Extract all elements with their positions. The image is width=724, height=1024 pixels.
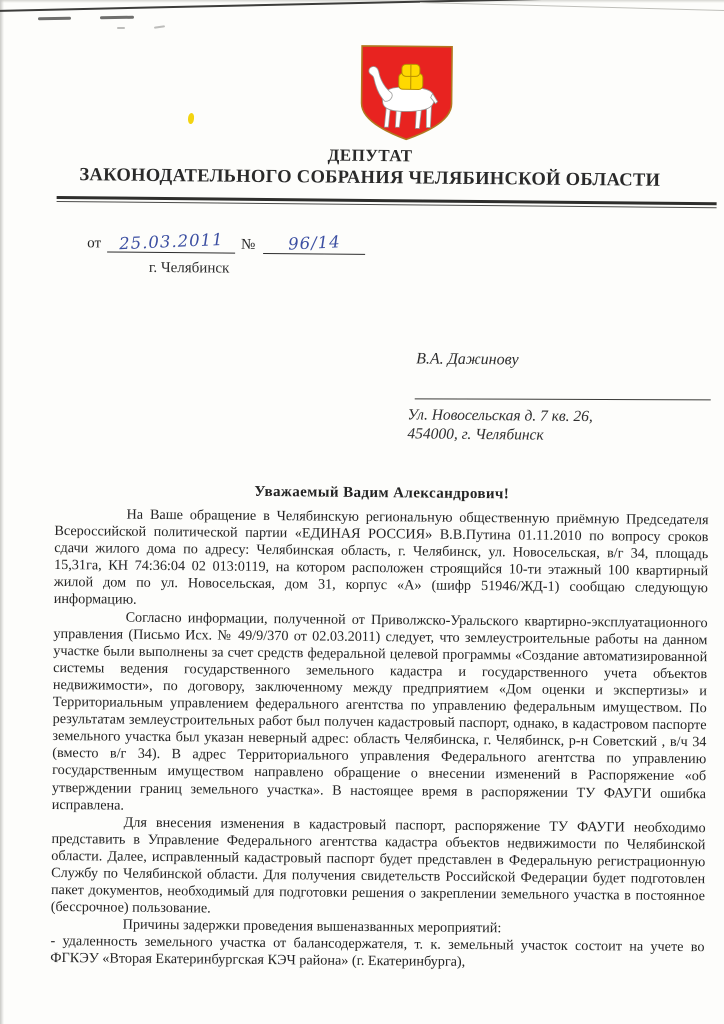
addressee-name: В.А. Дажинову: [416, 350, 519, 369]
paragraph-2: Согласно информации, полученной от Приволжско-Уральского квартирно-эксплуатационного управления (Письмо Исх. № 49/9/370 от 02.03.2011) следует, что землеустроительные работы на данном участке были выполнены за счет средств федеральной целевой программы «Создание автоматизированной системы ведения государственного земельного кадастра и государственного учета объектов недвижимости», по договору, заключенному между предприятием «Дом оценки и экспертизы» и Территориальным управлением федерального агентства по управлению федеральным имуществом. По результатам землеустроительных работ был получен кадастровый паспорт, однако, в кадастровом паспорте земельного участка был указан неверный адрес: область Челябинска, г. Челябинск, р-н Советский , в/ч 34 (вместо в/г 34). В адрес Территориального управления Федерального агентства по управлению государственным имуществом направлено обращение о внесении изменений в Распоряжение «об утверждении границ земельного участка». В настоящее время в распоряжении ТУ ФАУГИ ошибка исправлена.: [51, 609, 708, 814]
handwritten-date: 25.03.2011: [118, 229, 224, 254]
from-label: от: [87, 235, 102, 252]
paragraph-4: Причины задержки проведения вышеназванных мероприятий:: [122, 916, 502, 937]
title-line-2: ЗАКОНОДАТЕЛЬНОГО СОБРАНИЯ ЧЕЛЯБИНСКОЙ ОБЛАСТИ: [79, 165, 661, 191]
title-line-1: ДЕПУТАТ: [327, 145, 413, 166]
paragraph-1: На Ваше обращение в Челябинскую региональную общественную приёмную Председателя Всероссийской политической партии «ЕДИНАЯ РОССИЯ» В.В.Путина 01.11.2010 по вопросу сроков сдачи жилого дома по адресу: Челябинская область, г. Челябинск, ул. Новосельская, в/г 34, площадь 15,31га, КН 74:36:04 02 013:0119, на котором расположен строящийся 10-ти этажный 100 квартирный жилой дом по ул. Новосельская, дом 31, корпус «А» (шифр 51946/ЖД-1) сообщаю следующую информацию.: [53, 506, 709, 609]
address-line-1: Ул. Новосельская д. 7 кв. 26,: [407, 406, 593, 426]
paragraph-3: Для внесения изменения в кадастровый паспорт, распоряжение ТУ ФАУГИ необходимо представить в Управление Федерального агентства кадастра объектов недвижимости по Челябинской области. Далее, исправленный кадастровый паспорт будет представлен в Федеральную регистрационную Службу по Челябинской области. Для получения свидетельств Российской Федерации будет подготовлен пакет документов, необходимый для подготовки решения о закреплении земельного участка в постоянное (бессрочное) пользование.: [50, 814, 706, 917]
paragraph-5: - удаленность земельного участка от балансодержателя, т. к. земельный участок состоит на учете во ФГКЭУ «Вторая Екатеринбургская КЭЧ района» (г. Екатеринбурга),: [50, 933, 705, 971]
city-line: г. Челябинск: [148, 259, 230, 277]
letter-body: [50, 506, 708, 974]
date-blank-line: [107, 229, 235, 254]
number-blank-line: [263, 232, 365, 255]
letterhead-divider: [57, 196, 717, 208]
coat-of-arms-chelyabinsk-icon: [356, 43, 457, 143]
number-label: №: [240, 236, 256, 253]
address-line-2: 454000, г. Челябинск: [407, 425, 544, 444]
addressee-divider-line: [415, 398, 711, 400]
salutation: Уважаемый Вадим Александрович!: [254, 483, 510, 503]
addressee-address: [407, 405, 707, 446]
letterhead-title: [30, 143, 710, 193]
reference-row: [87, 229, 417, 255]
handwritten-number: 96/14: [287, 232, 341, 254]
